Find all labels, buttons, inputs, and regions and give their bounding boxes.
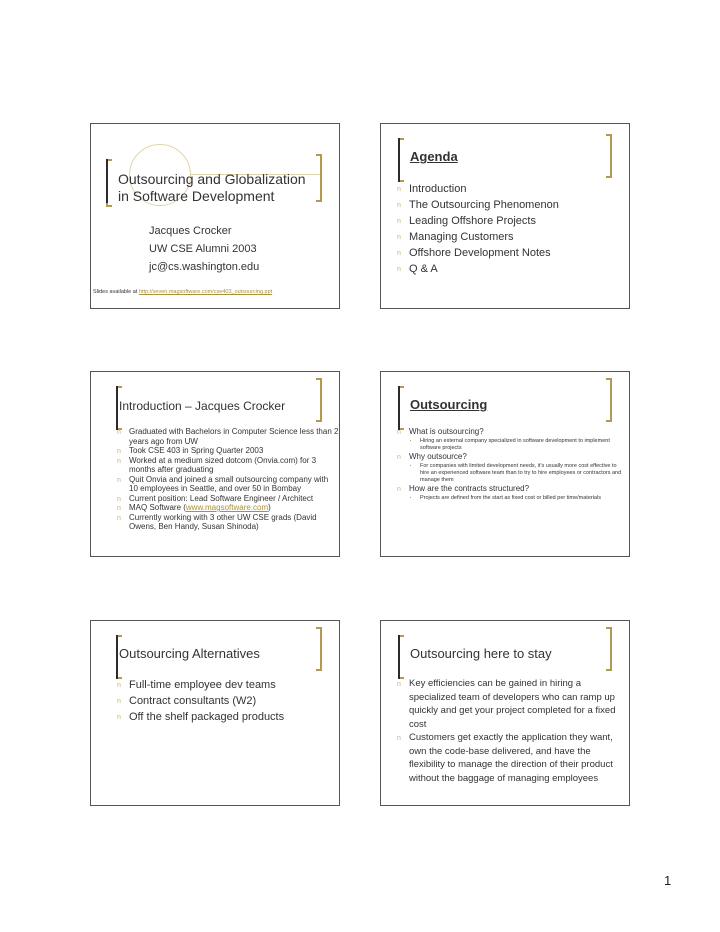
here-to-stay-title: Outsourcing here to stay (410, 646, 552, 661)
intro-item: n Quit Onvia and joined a small outsourcing company with 10 employees in Seattle, and over 50 in Bombay (117, 475, 339, 494)
here-to-stay-list (397, 677, 623, 785)
author-email: jc@cs.washington.edu (149, 261, 260, 273)
outsourcing-title: Outsourcing (410, 397, 488, 412)
slide-title-line1: Outsourcing and Globalization (118, 171, 306, 187)
agenda-title: Agenda (410, 149, 458, 164)
left-bracket-icon (398, 386, 404, 430)
slide-outsourcing-alternatives (90, 620, 340, 806)
maq-website-link[interactable]: www.magsoftware.com (185, 503, 269, 512)
right-bracket-icon (316, 378, 322, 422)
agenda-list (397, 181, 622, 277)
here-to-stay-item: n Customers get exactly the application they want, own the code-base delivered, and have the flexibility to manage the direction of their product without the baggage of managing employees (397, 731, 623, 785)
slide-agenda (380, 123, 630, 309)
intro-item-maq (117, 503, 339, 513)
author-alumni: UW CSE Alumni 2003 (149, 243, 257, 255)
question-text: Why outsource? (409, 452, 467, 461)
right-bracket-icon (606, 378, 612, 422)
outsourcing-question (397, 452, 622, 484)
right-bracket-icon (606, 627, 612, 671)
page-number: 1 (664, 873, 672, 888)
question-text: How are the contracts structured? (409, 484, 530, 493)
slide-title-line2: in Software Development (118, 188, 275, 204)
right-bracket-icon (606, 134, 612, 178)
outsourcing-answer: · Projects are defined from the start as fixed cost or billed per time/materials (409, 495, 622, 502)
left-bracket-icon (106, 159, 112, 207)
agenda-item: n Introduction (397, 181, 622, 197)
outsourcing-list (397, 427, 622, 502)
slide-outsourcing (380, 371, 630, 557)
left-bracket-icon (398, 635, 404, 679)
agenda-item: n Managing Customers (397, 229, 622, 245)
slides-available-text: Slides available at (93, 289, 139, 295)
intro-item: n Graduated with Bachelors in Computer Science less than 2 years ago from UW (117, 427, 339, 446)
slide-introduction (90, 371, 340, 557)
introduction-list (117, 427, 339, 532)
agenda-item: n Leading Offshore Projects (397, 213, 622, 229)
intro-item: n Took CSE 403 in Spring Quarter 2003 (117, 446, 339, 456)
right-bracket-icon (316, 154, 322, 202)
slide-title (90, 123, 340, 309)
author-name: Jacques Crocker (149, 225, 232, 237)
question-text: What is outsourcing? (409, 427, 484, 436)
maq-prefix: MAQ Software ( (129, 503, 186, 512)
alternatives-list (117, 677, 339, 725)
introduction-title: Introduction – Jacques Crocker (119, 399, 286, 413)
agenda-item: n The Outsourcing Phenomenon (397, 197, 622, 213)
here-to-stay-item: n Key efficiencies can be gained in hiring a specialized team of developers who can ramp up quickly and get your project completed for a fixed cost (397, 677, 623, 731)
outsourcing-answer: · For companies with limited development needs, it's usually more cost effective to hire an experienced software team than to try to hire employees or contractors and manage them (409, 463, 622, 484)
intro-item: n Worked at a medium sized dotcom (Onvia.com) for 3 months after graduating (117, 456, 339, 475)
slides-url-link[interactable]: http://seven.magsoftware.com/cse403_outsourcing.ppt (138, 289, 273, 295)
alternative-item: n Full-time employee dev teams (117, 677, 339, 693)
agenda-item: n Offshore Development Notes (397, 245, 622, 261)
outsourcing-question (397, 427, 622, 452)
slides-available-note (93, 289, 272, 295)
outsourcing-question (397, 484, 622, 502)
alternative-item: n Contract consultants (W2) (117, 693, 339, 709)
intro-item: n Currently working with 3 other UW CSE grads (David Owens, Ben Handy, Susan Shinoda) (117, 513, 339, 532)
agenda-item: n Q & A (397, 261, 622, 277)
slide-outsourcing-here-to-stay (380, 620, 630, 806)
intro-item: n Current position: Lead Software Engineer / Architect (117, 494, 339, 504)
maq-suffix: ) (268, 503, 271, 512)
right-bracket-icon (316, 627, 322, 671)
outsourcing-answer: · Hiring an external company specialized in software development to implement software projects (409, 438, 622, 452)
alternatives-title: Outsourcing Alternatives (119, 646, 260, 661)
alternative-item: n Off the shelf packaged products (117, 709, 339, 725)
left-bracket-icon (398, 138, 404, 182)
